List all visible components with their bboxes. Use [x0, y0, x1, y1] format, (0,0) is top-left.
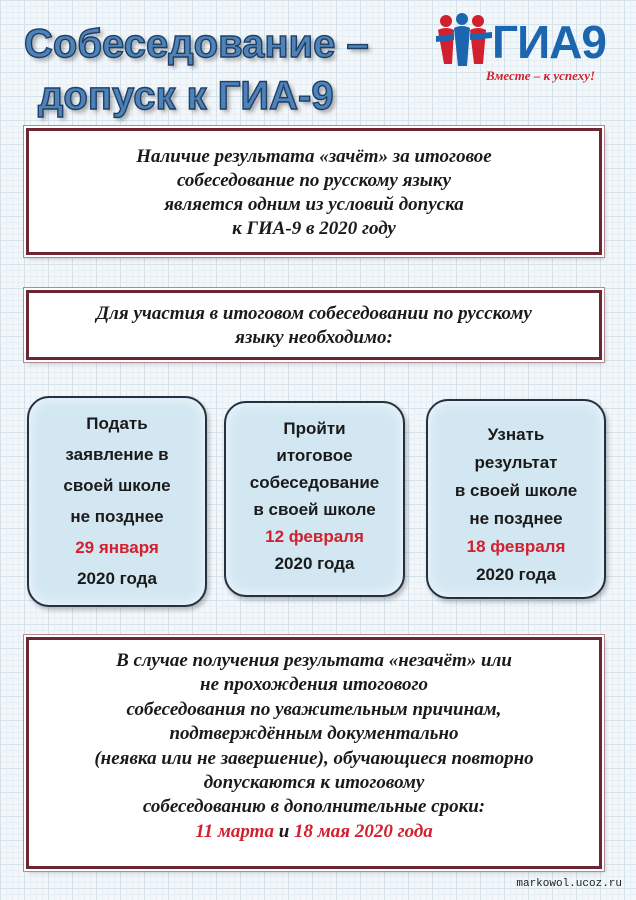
retake-notice-box	[26, 637, 602, 869]
admission-line: является одним из условий допуска	[164, 194, 464, 215]
retake-line: подтверждённым документально	[169, 723, 459, 745]
step-line: Подать	[86, 414, 148, 433]
step-line: заявление в	[65, 445, 169, 464]
page-title-line-2: допуск к ГИА-9	[38, 74, 334, 118]
retake-connector: и	[278, 820, 290, 842]
retake-line: собеседования по уважительным причинам,	[126, 698, 502, 720]
page-title-line-1: Собеседование –	[24, 22, 369, 66]
people-figures-icon	[436, 12, 496, 68]
step-date: 12 февраля	[265, 527, 364, 546]
admission-line: собеседование по русскому языку	[176, 170, 452, 191]
step-card-take-interview	[224, 401, 405, 597]
retake-date-1: 11 марта	[195, 820, 274, 842]
step-year: 2020 года	[476, 565, 556, 584]
requirements-line: Для участия в итоговом собеседовании по русскому	[96, 303, 532, 324]
step-year: 2020 года	[274, 554, 355, 573]
retake-line: допускаются к итоговому	[203, 772, 425, 794]
retake-line: В случае получения результата «незачёт» или	[116, 650, 512, 671]
retake-dates	[29, 820, 599, 844]
step-line: в своей школе	[253, 500, 376, 519]
requirements-heading-box	[26, 290, 602, 360]
step-year: 2020 года	[77, 569, 157, 588]
source-watermark: markowol.ucoz.ru	[516, 878, 622, 890]
logo-slogan: Вместе – к успеху!	[486, 68, 596, 83]
logo-text: ГИА9	[492, 16, 606, 68]
step-card-apply	[27, 396, 207, 607]
gia9-logo	[436, 10, 620, 96]
step-card-get-result	[426, 399, 606, 599]
page-title	[24, 18, 369, 122]
step-date: 18 февраля	[466, 537, 566, 556]
admission-notice-box	[26, 128, 602, 255]
step-line: в своей школе	[454, 481, 578, 500]
step-line: не позднее	[469, 509, 563, 528]
retake-line: собеседованию в дополнительные сроки:	[142, 796, 486, 818]
step-line: собеседование	[249, 473, 380, 492]
admission-line: Наличие результата «зачёт» за итоговое	[136, 146, 492, 167]
retake-line: не прохождения итогового	[200, 674, 428, 696]
step-line: не позднее	[70, 507, 164, 526]
step-line: своей школе	[63, 476, 171, 495]
step-line: итоговое	[276, 446, 353, 465]
requirements-line: языку необходимо:	[235, 327, 393, 348]
retake-line: (неявка или не завершение), обучающиеся повторно	[94, 747, 534, 769]
step-line: Узнать	[487, 425, 545, 444]
admission-line: к ГИА-9 в 2020 году	[232, 218, 396, 239]
retake-date-2: 18 мая 2020 года	[294, 820, 433, 842]
step-line: результат	[474, 453, 558, 472]
step-date: 29 января	[75, 538, 159, 557]
step-line: Пройти	[283, 419, 346, 438]
